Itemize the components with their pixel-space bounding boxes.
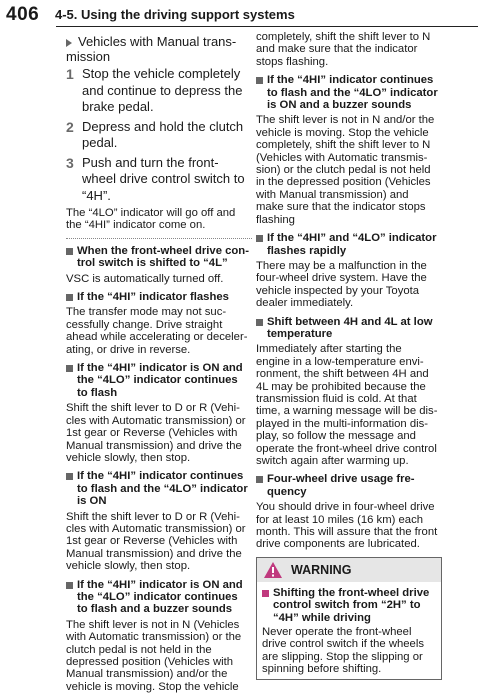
- square-bullet-icon: [262, 590, 269, 597]
- warning-box: [256, 557, 442, 680]
- warning-body: [257, 582, 441, 679]
- step-number: 1: [66, 66, 74, 82]
- square-bullet-icon: [256, 476, 263, 483]
- section-heading: If the “4HI” indicator flashes: [66, 291, 252, 303]
- step-text: Push and turn the front-wheel drive control switch to “4H”.: [82, 154, 245, 203]
- procedure-heading: Vehicles with Manual trans- mission: [66, 34, 237, 64]
- step-3: [66, 155, 252, 205]
- step-number: 3: [66, 154, 74, 171]
- section-body: The transfer mode may not suc- cessfully change. Drive straight ahead while accelerating or deceler- ating, or drive in reverse.: [66, 306, 248, 356]
- section-heading: If the “4HI” indicator is ON and the “4LO” indicator continues to flash and a buzzer sounds: [66, 579, 252, 616]
- step-number: 2: [66, 118, 74, 135]
- page-number: 406: [6, 4, 40, 25]
- left-column: [66, 34, 252, 699]
- section-heading: If the “4HI” indicator is ON and the “4LO” indicator continues to flash: [66, 362, 252, 399]
- square-bullet-icon: [256, 77, 263, 84]
- step-1: [66, 66, 252, 116]
- step-text: Depress and hold the clutch pedal.: [82, 118, 244, 150]
- result-note: The “4LO” indicator will go off and the “4HI” indicator come on.: [66, 207, 236, 232]
- step-2: [66, 119, 252, 152]
- square-bullet-icon: [256, 319, 263, 326]
- warning-text: Never operate the front-wheel drive control switch if the wheels are slipping. Stop the slipping or spinning before shifting.: [262, 626, 424, 676]
- section-body: Immediately after starting the engine in a low-temperature envi- ronment, the shift between 4H and 4L may be prohibited because the transmission fluid is cold. At that time, a warning message will be dis- played in the multi-information dis- play, so follow the message and operate the front-wheel drive control switch again after warming up.: [256, 343, 438, 467]
- square-bullet-icon: [66, 294, 73, 301]
- section-body: You should drive in four-wheel drive for at least 10 miles (16 km) each month. This will assure that the front drive components are lubricated.: [256, 501, 438, 551]
- warning-title-bar: [257, 558, 441, 582]
- section-heading: If the “4HI” indicator continues to flash and the “4LO” indicator is ON and a buzzer sounds: [256, 74, 442, 111]
- right-column: [256, 31, 442, 680]
- section-body: The shift lever is not in N and/or the vehicle is moving. Stop the vehicle completely, shift the shift lever to N (Vehicles with Automatic transmis- sion) or the clutch pedal is not held in the depressed position (Vehicles with Manual transmission) and make sure that the indicator stops flashing: [256, 114, 435, 226]
- square-bullet-icon: [256, 235, 263, 242]
- section-body: VSC is automatically turned off.: [66, 272, 224, 285]
- warning-triangle-icon: [263, 561, 283, 579]
- continued-text: completely, shift the shift lever to N and make sure that the indicator stops flashing.: [256, 31, 431, 68]
- section-heading: If the “4HI” indicator continues to flash and the “4LO” indicator is ON: [66, 470, 252, 507]
- chapter-title: 4-5. Using the driving support systems: [55, 7, 295, 22]
- triangle-bullet-icon: [66, 39, 72, 47]
- page-header: [0, 0, 478, 30]
- warning-title: WARNING: [291, 562, 352, 577]
- square-bullet-icon: [66, 365, 73, 372]
- step-text: Stop the vehicle completely and continue to depress the brake pedal.: [82, 66, 243, 114]
- section-heading: Shift between 4H and 4L at low temperature: [256, 316, 442, 341]
- warning-heading: Shifting the front-wheel drive control switch from “2H” to “4H” while driving: [262, 587, 436, 624]
- section-heading: Four-wheel drive usage fre- quency: [256, 473, 442, 498]
- square-bullet-icon: [66, 248, 73, 255]
- section-body: Shift the shift lever to D or R (Vehi- cles with Automatic transmission) or 1st gear or Reverse (Vehicles with Manual transmission) and drive the vehicle slowly, then stop.: [66, 402, 246, 464]
- section-body: There may be a malfunction in the four-wheel drive system. Have the vehicle inspected by your Toyota dealer immediately.: [256, 259, 427, 310]
- section-body: Shift the shift lever to D or R (Vehi- cles with Automatic transmission) or 1st gear or Reverse (Vehicles with Manual transmission) and drive the vehicle slowly, then stop.: [66, 510, 246, 573]
- square-bullet-icon: [66, 582, 73, 589]
- header-rule: [56, 26, 478, 27]
- dotted-divider: [66, 238, 252, 240]
- section-body: The shift lever is not in N (Vehicles with Automatic transmission) or the clutch pedal is not held in the depressed position (Vehicles with Manual transmission) and/or the vehicle is moving. Stop the vehicle: [66, 618, 242, 693]
- section-heading: If the “4HI” and “4LO” indicator flashes rapidly: [256, 232, 442, 257]
- section-heading: When the front-wheel drive con- trol switch is shifted to “4L”: [66, 245, 252, 270]
- square-bullet-icon: [66, 473, 73, 480]
